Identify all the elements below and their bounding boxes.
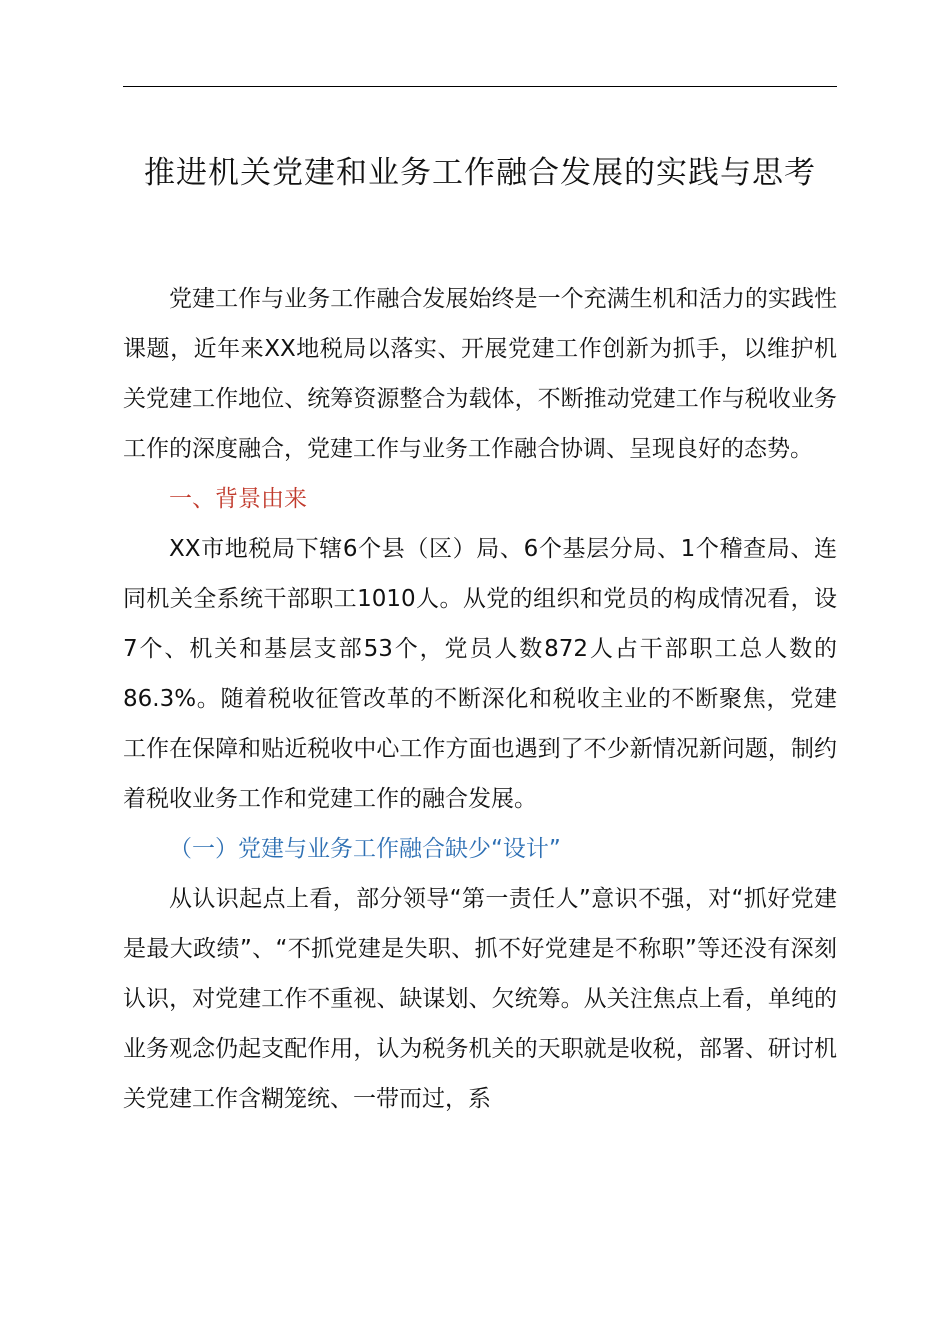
background-paragraph: XX市地税局下辖6个县（区）局、6个基层分局、1个稽查局、连同机关全系统干部职工1010人。从党的组织和党员的构成情况看，设7个、机关和基层支部53个，党员人数872人占干部职工总人数的86.3%。随着税收征管改革的不断深化和税收主业的不断聚焦，党建工作在保障和贴近税收中心工作方面也遇到了不少新情况新问题，制约着税收业务工作和党建工作的融合发展。: [123, 536, 837, 812]
section-heading-background: 一、背景由来: [169, 486, 307, 512]
document-body: [123, 274, 837, 1124]
design-paragraph: 从认识起点上看，部分领导“第一责任人”意识不强，对“抓好党建是最大政绩”、“不抓党建是失职、抓不好党建是不称职”等还没有深刻认识，对党建工作不重视、缺谋划、欠统筹。从关注焦点上看，单纯的业务观念仍起支配作用，认为税务机关的天职就是收税，部署、研讨机关党建工作含糊笼统、一带而过，系: [123, 886, 837, 1112]
header-rule: [123, 86, 837, 87]
intro-paragraph: 党建工作与业务工作融合发展始终是一个充满生机和活力的实践性课题，近年来XX地税局以落实、开展党建工作创新为抓手，以维护机关党建工作地位、统筹资源整合为载体，不断推动党建工作与税收业务工作的深度融合，党建工作与业务工作融合协调、呈现良好的态势。: [123, 286, 837, 462]
document-title: 推进机关党建和业务工作融合发展的实践与思考: [144, 155, 816, 191]
subsection-heading-design: （一）党建与业务工作融合缺少“设计”: [169, 836, 561, 862]
